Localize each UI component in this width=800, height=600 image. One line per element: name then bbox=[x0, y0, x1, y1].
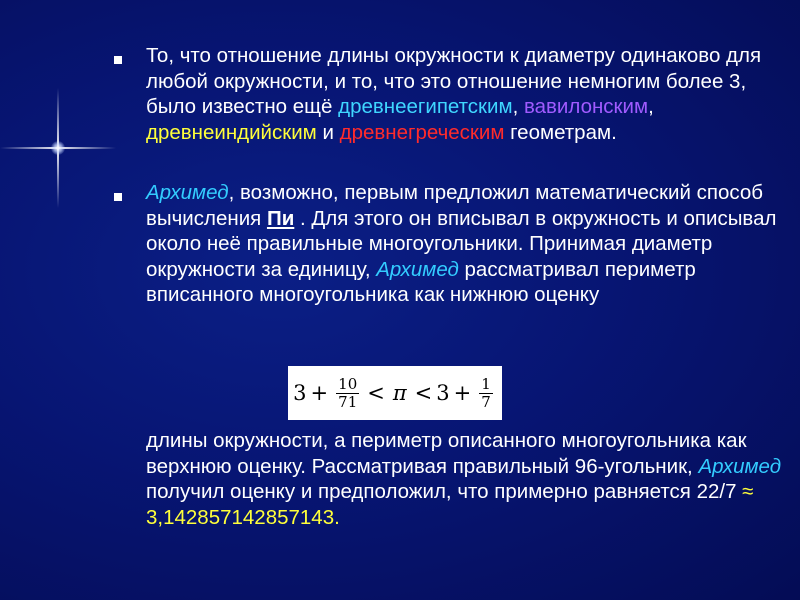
formula-int-right: 3 bbox=[436, 381, 450, 405]
text: . Для этого он вписывал в окружность и описывал около неё правильные многоугольники. Принимая диаметр окружности за единицу, bbox=[146, 206, 777, 281]
fraction-1-7 bbox=[479, 376, 493, 411]
term-babylonian: вавилонским bbox=[523, 95, 649, 118]
term-archimedes: Архимед bbox=[376, 257, 459, 281]
fraction-denominator: 7 bbox=[481, 392, 491, 411]
term-pi: Пи bbox=[266, 206, 295, 230]
text: и bbox=[316, 120, 340, 144]
formula-row bbox=[288, 366, 502, 420]
sparkle-core bbox=[51, 141, 65, 155]
formula-less-than: < bbox=[367, 381, 385, 405]
fraction-numerator: 1 bbox=[481, 374, 491, 393]
paragraph-archimedes-estimate bbox=[146, 428, 786, 530]
text: длины окружности, а периметр описанного многоугольника как верхнюю оценку. Рассматривая правильный 96-угольник, bbox=[146, 429, 747, 478]
term-greek: древнегреческим bbox=[339, 120, 505, 144]
formula-plus: + bbox=[310, 381, 329, 405]
term-egyptian: древнеегипетским bbox=[338, 95, 513, 118]
fraction-denominator: 71 bbox=[338, 392, 358, 411]
term-archimedes: Архимед bbox=[146, 181, 229, 204]
separator: , bbox=[512, 95, 524, 118]
text: , возможно, первым предложил математический способ вычисления bbox=[146, 181, 764, 230]
text: геометрам. bbox=[504, 120, 617, 144]
term-indian: древнеиндийским bbox=[146, 120, 317, 144]
formula-int-left: 3 bbox=[293, 381, 307, 405]
bullet-square-2 bbox=[114, 193, 122, 201]
formula-less-than: < bbox=[414, 381, 433, 405]
text: рассматривал периметр вписанного многоугольника как нижнюю оценку bbox=[146, 257, 696, 306]
text: То, что отношение длины окружности к диаметру одинаково для любой окружности, и то, что это отношение немногим более 3, было известно ещё bbox=[146, 44, 762, 118]
paragraph-archimedes-method bbox=[146, 180, 786, 308]
bullet-square-1 bbox=[114, 56, 122, 64]
fraction-10-71 bbox=[336, 376, 359, 411]
term-archimedes: Архимед bbox=[698, 454, 782, 478]
paragraph-ancient-knowledge bbox=[146, 43, 786, 145]
separator: , bbox=[648, 95, 654, 118]
text: получил оценку и предположил, что примерно равняется 22/7 bbox=[146, 480, 743, 503]
fraction-numerator: 10 bbox=[338, 374, 358, 393]
formula-plus: + bbox=[453, 381, 472, 405]
pi-bounds-formula bbox=[288, 366, 502, 420]
formula-pi-symbol: π bbox=[392, 381, 407, 405]
pi-approximation-value: ≈ 3,142857142857143. bbox=[146, 480, 754, 529]
